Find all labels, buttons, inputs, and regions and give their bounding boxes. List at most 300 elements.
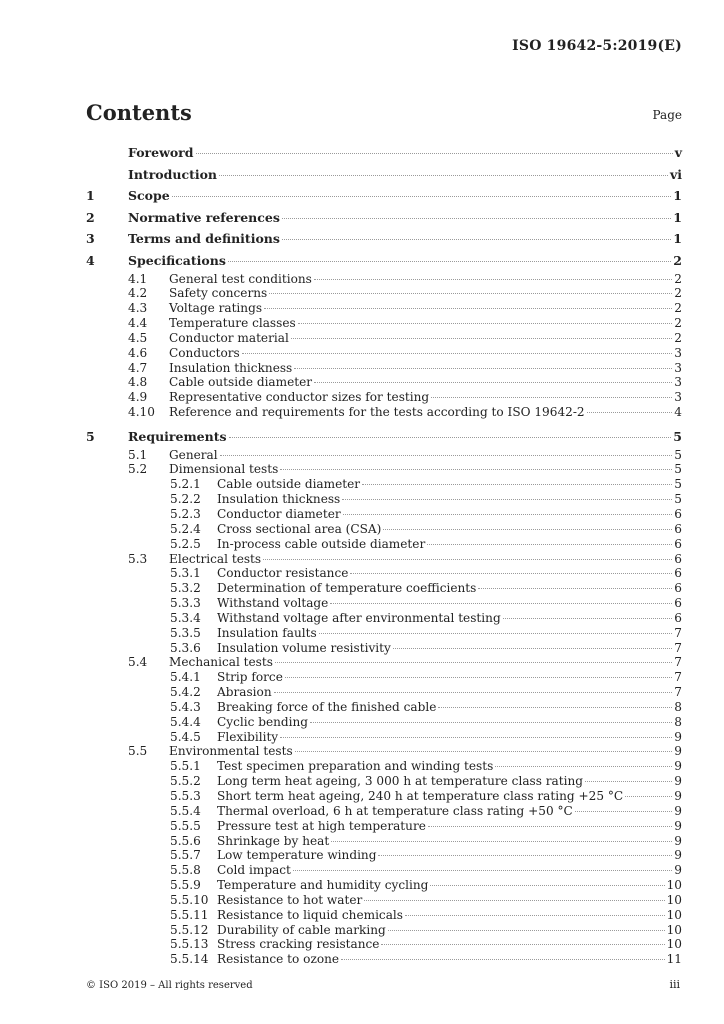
toc-entry-page: 7 [674, 655, 682, 670]
toc-entry[interactable] [86, 596, 682, 611]
toc-entry-title: Flexibility [217, 729, 279, 744]
toc-entry-title: Electrical tests [169, 551, 262, 566]
toc-entry-number: 5.5.2 [170, 774, 201, 789]
toc-entry[interactable] [86, 426, 682, 448]
toc-entry[interactable] [86, 375, 682, 390]
dot-leader [295, 751, 673, 752]
dot-leader [280, 469, 672, 470]
dot-leader [362, 484, 672, 485]
toc-entry-title: Cable outside diameter [169, 375, 313, 390]
toc-entry[interactable] [86, 405, 682, 420]
toc-entry-number: 1 [86, 188, 95, 204]
toc-entry-number: 5.5.9 [170, 878, 201, 893]
toc-entry-number: 5.5.14 [170, 952, 209, 967]
toc-entry-title: Scope [128, 188, 170, 204]
toc-entry-title: Specifications [128, 252, 226, 268]
dot-leader [242, 353, 673, 354]
toc-entry-page: 3 [674, 375, 682, 390]
toc-entry-title: Foreword [128, 145, 194, 160]
toc-entry-title: Insulation thickness [217, 492, 341, 507]
toc-entry-number: 4 [86, 252, 95, 268]
toc-entry[interactable] [86, 952, 682, 967]
toc-entry-title: Cyclic bending [217, 714, 309, 729]
toc-entry-line [217, 566, 682, 581]
toc-entry-line [217, 626, 682, 641]
toc-entry-page: 6 [674, 581, 682, 596]
toc-entry-number: 5.2.5 [170, 536, 201, 551]
toc-entry-title: Resistance to ozone [217, 952, 340, 967]
dot-leader [314, 382, 672, 383]
toc-entry-page: 9 [674, 744, 682, 759]
toc-entry-line [169, 316, 682, 331]
toc-entry[interactable] [86, 863, 682, 878]
toc-entry[interactable] [86, 448, 682, 463]
toc-entry[interactable] [86, 142, 682, 164]
table-of-contents [86, 142, 682, 967]
dot-leader [381, 944, 664, 945]
toc-entry-page: 5 [674, 477, 682, 492]
toc-entry-page: 2 [674, 271, 682, 286]
toc-entry-page: 6 [674, 536, 682, 551]
toc-entry[interactable] [86, 164, 682, 186]
toc-entry-number: 5.2.1 [170, 477, 201, 492]
toc-entry-number: 5.3.4 [170, 610, 201, 625]
document-identifier: ISO 19642-5:2019(E) [512, 38, 682, 54]
toc-entry-number: 5 [86, 429, 95, 444]
dot-leader [383, 529, 672, 530]
toc-entry-page: 7 [674, 670, 682, 685]
toc-entry-line [169, 301, 682, 316]
toc-entry-number: 5.5.13 [170, 937, 209, 952]
toc-entry-line [128, 185, 682, 207]
toc-entry-page: 3 [674, 360, 682, 375]
toc-entry[interactable] [86, 581, 682, 596]
toc-entry-page: 9 [674, 789, 682, 803]
toc-entry[interactable] [86, 286, 682, 301]
toc-entry-page: 11 [666, 952, 682, 967]
toc-entry-line [217, 908, 682, 923]
toc-entry-page: 10 [666, 922, 682, 937]
toc-entry-number: 4.1 [128, 271, 148, 286]
toc-entry-number: 5.5.3 [170, 789, 201, 803]
page-column-label: Page [652, 108, 682, 122]
toc-entry-title: Withstand voltage [217, 596, 329, 611]
toc-entry-page: 9 [674, 759, 682, 774]
toc-entry-page: 8 [674, 699, 682, 714]
toc-entry-line [169, 390, 682, 405]
toc-entry[interactable] [86, 834, 682, 849]
toc-entry-line [169, 361, 682, 376]
toc-entry-number: 5.5.6 [170, 833, 201, 848]
toc-entry-title: Abrasion [217, 685, 272, 700]
toc-entry-number: 5.2.3 [170, 506, 201, 521]
dot-leader [388, 930, 665, 931]
dot-leader [342, 499, 672, 500]
toc-entry-line [217, 774, 682, 789]
toc-entry-number: 5.1 [128, 447, 148, 462]
toc-entry-number: 4.7 [128, 360, 148, 375]
toc-entry-line [169, 552, 682, 567]
dot-leader [393, 648, 672, 649]
toc-entry-title: Conductor diameter [217, 506, 341, 521]
toc-entry-title: Determination of temperature coefficients [217, 581, 477, 596]
toc-entry[interactable] [86, 228, 682, 250]
toc-entry-line [217, 952, 682, 967]
toc-entry-line [217, 685, 682, 700]
toc-entry-line [128, 142, 682, 164]
toc-entry-line [128, 164, 682, 186]
toc-entry-title: Insulation thickness [169, 360, 293, 375]
toc-entry-title: General test conditions [169, 271, 312, 286]
toc-entry-page: 6 [674, 566, 682, 581]
toc-entry-line [217, 715, 682, 730]
toc-entry-page: 6 [674, 551, 682, 566]
toc-entry-number: 4.10 [128, 405, 155, 420]
toc-entry-line [217, 789, 682, 804]
toc-entry[interactable] [86, 250, 682, 272]
toc-entry-page: 2 [674, 301, 682, 316]
toc-entry[interactable] [86, 207, 682, 229]
dot-leader [428, 826, 672, 827]
dot-leader [330, 603, 672, 604]
toc-entry-number: 4.5 [128, 330, 148, 345]
toc-entry-number: 5.5.8 [170, 863, 201, 878]
toc-entry-page: 7 [674, 685, 682, 700]
toc-entry-number: 5.5.10 [170, 892, 209, 907]
toc-entry-page: 9 [674, 833, 682, 848]
dot-leader [378, 855, 672, 856]
toc-entry[interactable] [86, 893, 682, 908]
toc-entry-line [128, 426, 682, 448]
toc-entry-page: 2 [674, 330, 682, 345]
toc-entry-title: Cold impact [217, 863, 291, 878]
dot-leader [427, 544, 672, 545]
toc-entry-title: Breaking force of the finished cable [217, 699, 437, 714]
toc-entry-title: Normative references [128, 209, 280, 225]
toc-entry-number: 5.2.4 [170, 521, 201, 536]
dot-leader [343, 514, 673, 515]
toc-entry-title: Requirements [128, 429, 227, 444]
toc-entry-page: 7 [674, 625, 682, 640]
toc-entry-number: 5.3.6 [170, 640, 201, 655]
toc-entry-title: Conductor resistance [217, 566, 349, 581]
toc-entry-number: 5.4 [128, 655, 148, 670]
toc-entry[interactable] [86, 301, 682, 316]
dot-leader [587, 412, 673, 413]
toc-entry-line [217, 507, 682, 522]
toc-entry[interactable] [86, 774, 682, 789]
toc-entry-line [217, 611, 682, 626]
toc-entry-number: 5.3 [128, 551, 148, 566]
toc-entry[interactable] [86, 316, 682, 331]
toc-entry-title: Durability of cable marking [217, 922, 386, 937]
toc-entry[interactable] [86, 185, 682, 207]
toc-entry[interactable] [86, 730, 682, 745]
dot-leader [269, 293, 672, 294]
toc-entry[interactable] [86, 923, 682, 938]
toc-entry-number: 5.5.7 [170, 848, 201, 863]
toc-entry[interactable] [86, 641, 682, 656]
toc-entry[interactable] [86, 700, 682, 715]
dot-leader [220, 455, 673, 456]
toc-entry[interactable] [86, 611, 682, 626]
toc-entry-line [217, 641, 682, 656]
toc-entry-line [217, 730, 682, 745]
toc-entry-title: Strip force [217, 670, 283, 685]
toc-entry-title: Resistance to hot water [217, 892, 363, 907]
toc-entry-page: 3 [674, 345, 682, 360]
toc-entry-line [217, 937, 682, 952]
dot-leader [405, 915, 665, 916]
dot-leader [263, 559, 672, 560]
toc-entry-number: 4.4 [128, 316, 148, 331]
toc-entry[interactable] [86, 685, 682, 700]
toc-entry-title: Mechanical tests [169, 655, 273, 670]
toc-entry[interactable] [86, 878, 682, 893]
toc-entry-line [217, 819, 682, 834]
toc-entry[interactable] [86, 507, 682, 522]
toc-entry[interactable] [86, 670, 682, 685]
dot-leader [172, 196, 672, 197]
toc-entry-page: 9 [674, 818, 682, 833]
dot-leader [285, 677, 672, 678]
toc-entry-line [169, 655, 682, 670]
toc-entry-title: Short term heat ageing, 240 h at temperature class rating +25 °C [217, 789, 624, 803]
toc-entry-number: 4.2 [128, 286, 148, 301]
dot-leader [478, 588, 672, 589]
toc-entry-page: 2 [673, 252, 682, 268]
toc-entry-number: 5.3.5 [170, 625, 201, 640]
toc-entry-title: Temperature classes [169, 316, 296, 331]
toc-entry-title: Insulation faults [217, 625, 317, 640]
dot-leader [291, 338, 672, 339]
toc-entry-title: Stress cracking resistance [217, 937, 380, 952]
toc-entry-line [217, 759, 682, 774]
dot-leader [431, 397, 672, 398]
toc-entry[interactable] [86, 655, 682, 670]
toc-entry-line [217, 477, 682, 492]
toc-entry[interactable] [86, 626, 682, 641]
dot-leader [331, 841, 672, 842]
dot-leader [298, 323, 673, 324]
toc-entry-number: 5.5.1 [170, 759, 201, 774]
toc-entry-page: 9 [674, 803, 682, 818]
toc-entry-title: Withstand voltage after environmental testing [217, 610, 501, 625]
toc-entry-page: 10 [666, 907, 682, 922]
toc-entry-page: 9 [674, 774, 682, 789]
toc-entry-page: 5 [674, 492, 682, 507]
toc-entry[interactable] [86, 715, 682, 730]
toc-entry[interactable] [86, 346, 682, 361]
toc-entry-title: Cross sectional area (CSA) [217, 521, 382, 536]
toc-entry-number: 5.4.1 [170, 670, 201, 685]
toc-entry-page: 1 [673, 188, 682, 204]
toc-entry-line [169, 272, 682, 287]
toc-entry-line [169, 331, 682, 346]
toc-entry-line [217, 878, 682, 893]
toc-entry-line [217, 848, 682, 863]
toc-entry-line [217, 596, 682, 611]
toc-entry-title: Conductors [169, 345, 240, 360]
toc-entry-page: v [674, 145, 682, 160]
toc-entry-page: 5 [673, 429, 682, 444]
toc-entry[interactable] [86, 566, 682, 581]
toc-entry-number: 2 [86, 209, 95, 225]
dot-leader [495, 766, 672, 767]
contents-title: Contents [86, 100, 192, 125]
toc-entry-page: 6 [674, 521, 682, 536]
toc-entry[interactable] [86, 789, 682, 804]
toc-entry-page: 9 [674, 729, 682, 744]
dot-leader [196, 153, 673, 154]
dot-leader [341, 959, 665, 960]
dot-leader [280, 737, 672, 738]
toc-entry[interactable] [86, 848, 682, 863]
toc-entry-page: 9 [674, 848, 682, 863]
toc-entry-line [169, 286, 682, 301]
toc-entry-line [128, 228, 682, 250]
toc-entry-page: 10 [666, 937, 682, 952]
toc-entry[interactable] [86, 390, 682, 405]
toc-entry-title: Environmental tests [169, 744, 293, 759]
dot-leader [503, 618, 673, 619]
toc-entry-line [217, 581, 682, 596]
toc-entry-page: 1 [673, 231, 682, 247]
toc-entry-page: 4 [674, 405, 682, 420]
toc-entry[interactable] [86, 552, 682, 567]
toc-entry-line [217, 537, 682, 552]
toc-entry-number: 3 [86, 231, 95, 247]
dot-leader [314, 279, 672, 280]
toc-entry-number: 5.3.3 [170, 596, 201, 611]
dot-leader [350, 573, 672, 574]
toc-entry-line [217, 670, 682, 685]
toc-entry[interactable] [86, 462, 682, 477]
toc-entry[interactable] [86, 937, 682, 952]
dot-leader [228, 261, 671, 262]
toc-entry-number: 5.4.2 [170, 685, 201, 700]
dot-leader [319, 633, 673, 634]
dot-leader [282, 218, 671, 219]
toc-entry-title: Test specimen preparation and winding tests [217, 759, 494, 774]
toc-entry[interactable] [86, 744, 682, 759]
toc-entry[interactable] [86, 819, 682, 834]
toc-entry-line [217, 893, 682, 908]
toc-entry-title: Temperature and humidity cycling [217, 878, 429, 893]
dot-leader [282, 239, 671, 240]
toc-entry-line [169, 744, 682, 759]
toc-entry-title: Reference and requirements for the tests according to ISO 19642-2 [169, 405, 585, 420]
toc-entry-page: 5 [674, 447, 682, 462]
toc-entry[interactable] [86, 361, 682, 376]
toc-entry-line [169, 462, 682, 477]
toc-entry[interactable] [86, 492, 682, 507]
toc-entry-title: Dimensional tests [169, 462, 279, 477]
toc-entry-line [217, 834, 682, 849]
toc-entry[interactable] [86, 759, 682, 774]
toc-entry-page: 6 [674, 506, 682, 521]
toc-entry-number: 4.6 [128, 345, 148, 360]
toc-entry-line [217, 923, 682, 938]
toc-entry[interactable] [86, 522, 682, 537]
toc-entry-page: 10 [666, 892, 682, 907]
dot-leader [275, 662, 672, 663]
toc-entry-page: 5 [674, 462, 682, 477]
toc-entry[interactable] [86, 804, 682, 819]
toc-entry-line [169, 346, 682, 361]
dot-leader [310, 722, 672, 723]
toc-entry-title: Shrinkage by heat [217, 833, 330, 848]
dot-leader [229, 437, 672, 438]
toc-entry-number: 4.8 [128, 375, 148, 390]
toc-entry-line [217, 492, 682, 507]
toc-entry-title: Terms and definitions [128, 231, 280, 247]
toc-entry-title: Thermal overload, 6 h at temperature class rating +50 °C [217, 803, 573, 818]
toc-entry[interactable] [86, 477, 682, 492]
toc-entry-number: 5.5 [128, 744, 148, 759]
toc-entry-line [169, 448, 682, 463]
toc-entry-line [217, 522, 682, 537]
toc-entry-page: 6 [674, 596, 682, 611]
toc-entry-title: In-process cable outside diameter [217, 536, 426, 551]
toc-entry[interactable] [86, 537, 682, 552]
toc-entry-line [169, 375, 682, 390]
toc-entry-title: Pressure test at high temperature [217, 818, 426, 833]
toc-entry[interactable] [86, 908, 682, 923]
toc-entry-number: 4.9 [128, 390, 148, 405]
toc-entry-line [217, 804, 682, 819]
toc-entry-number: 5.5.11 [170, 907, 209, 922]
dot-leader [264, 308, 672, 309]
toc-entry[interactable] [86, 272, 682, 287]
toc-entry-title: Cable outside diameter [217, 477, 361, 492]
toc-entry-number: 5.2.2 [170, 492, 201, 507]
dot-leader [274, 692, 673, 693]
toc-entry-title: Voltage ratings [169, 301, 263, 316]
toc-entry[interactable] [86, 331, 682, 346]
dot-leader [219, 175, 668, 176]
toc-entry-number: 5.3.2 [170, 581, 201, 596]
toc-entry-page: 10 [666, 878, 682, 893]
toc-entry-page: 7 [674, 640, 682, 655]
dot-leader [293, 870, 672, 871]
copyright-notice: © ISO 2019 – All rights reserved [86, 980, 253, 991]
toc-entry-title: Low temperature winding [217, 848, 377, 863]
toc-entry-page: vi [669, 166, 682, 182]
toc-entry-number: 5.4.5 [170, 729, 201, 744]
toc-entry-page: 3 [674, 390, 682, 405]
toc-entry-page: 2 [674, 316, 682, 331]
dot-leader [364, 900, 664, 901]
dot-leader [438, 707, 672, 708]
toc-entry-number: 5.5.12 [170, 922, 209, 937]
toc-entry-number: 4.3 [128, 301, 148, 316]
dot-leader [585, 781, 672, 782]
toc-entry-title: Representative conductor sizes for testing [169, 390, 430, 405]
toc-entry-line [128, 250, 682, 272]
dot-leader [575, 811, 673, 812]
toc-entry-title: Long term heat ageing, 3 000 h at temperature class rating [217, 774, 584, 789]
page-number: iii [669, 978, 680, 991]
toc-entry-title: Introduction [128, 166, 218, 182]
dot-leader [430, 885, 664, 886]
dot-leader [625, 796, 672, 797]
toc-entry-line [217, 863, 682, 878]
toc-entry-line [128, 207, 682, 229]
toc-entry-page: 8 [674, 714, 682, 729]
toc-entry-title: Conductor material [169, 330, 289, 345]
toc-entry-title: Insulation volume resistivity [217, 640, 391, 655]
